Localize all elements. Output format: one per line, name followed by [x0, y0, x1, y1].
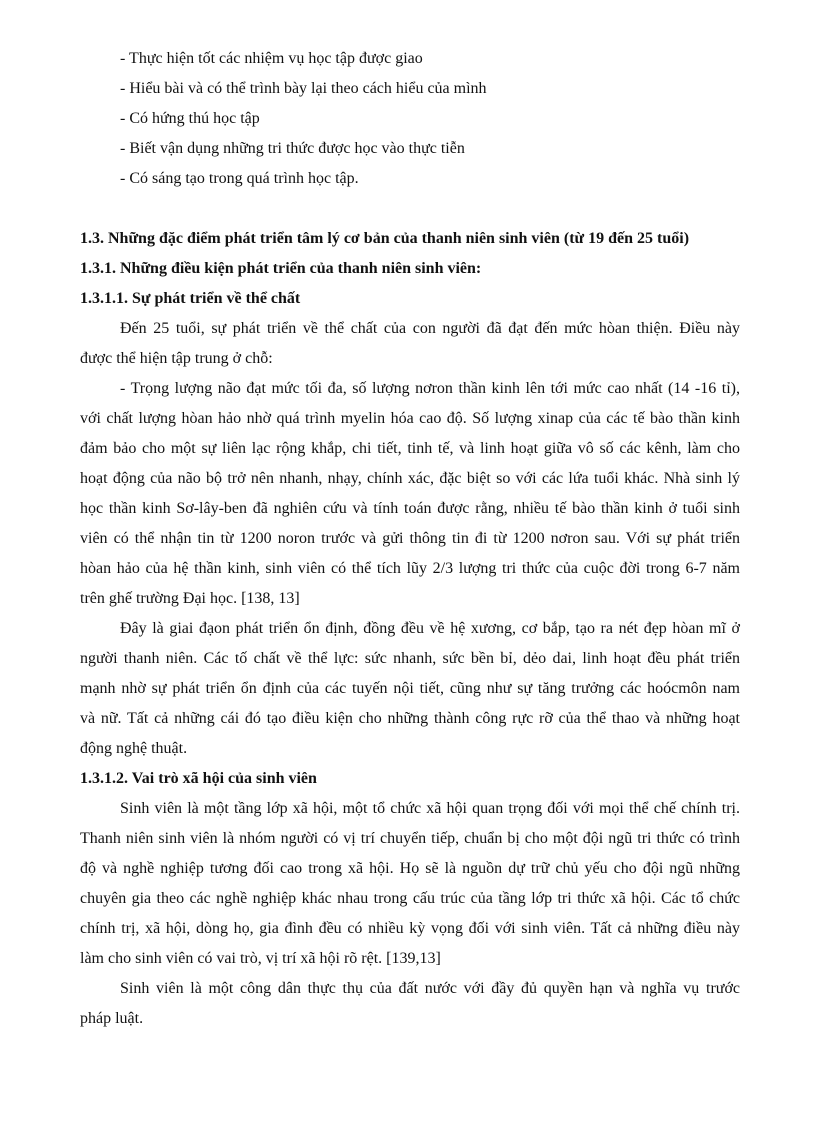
paragraph-line: hòan hảo của hệ thần kinh, sinh viên có thể tích lũy 2/3 lượng tri thức của cuộc đời trong 6-7 năm: [80, 560, 740, 577]
bullet-item: - Biết vận dụng những tri thức được học vào thực tiễn: [120, 140, 465, 157]
paragraph-line: được thể hiện tập trung ở chỗ:: [80, 350, 273, 367]
paragraph-line: Sinh viên là một tầng lớp xã hội, một tổ chức xã hội quan trọng đối với mọi thể chế chính trị.: [120, 800, 740, 817]
paragraph-line: Đây là giai đạon phát triển ổn định, đồng đều về hệ xương, cơ bắp, tạo ra nét đẹp hòan mĩ ở: [120, 620, 740, 637]
bullet-item: - Có sáng tạo trong quá trình học tập.: [120, 170, 359, 187]
section-heading-1-3-1: 1.3.1. Những điều kiện phát triển của thanh niên sinh viên:: [80, 260, 482, 277]
paragraph-line: làm cho sinh viên có vai trò, vị trí xã hội rõ rệt. [139,13]: [80, 950, 441, 967]
paragraph-line: đảm bảo cho một sự liên lạc rộng khắp, chi tiết, tinh tế, và linh hoạt giữa vô số các kênh, làm cho: [80, 440, 740, 457]
paragraph-line: động nghệ thuật.: [80, 740, 188, 757]
paragraph-line: Đến 25 tuổi, sự phát triển về thể chất của con người đã đạt đến mức hòan thiện. Điều này: [120, 320, 740, 337]
bullet-item: - Có hứng thú học tập: [120, 110, 260, 127]
paragraph-line: Sinh viên là một công dân thực thụ của đất nước với đầy đủ quyền hạn và nghĩa vụ trước: [120, 980, 740, 997]
bullet-item: - Thực hiện tốt các nhiệm vụ học tập được giao: [120, 50, 423, 67]
paragraph-line: viên có thể nhận tin từ 1200 noron trước và gửi thông tin đi từ 1200 nơron sau. Với sự phát triển: [80, 530, 740, 547]
paragraph-line: chuyên gia theo các nghề nghiệp khác nhau trong cấu trúc của tầng lớp tri thức xã hội. Các tổ chức: [80, 890, 740, 907]
section-heading-1-3-1-2: 1.3.1.2. Vai trò xã hội của sinh viên: [80, 770, 317, 787]
paragraph-line: - Trọng lượng não đạt mức tối đa, số lượng nơron thần kinh lên tới mức cao nhất (14 -16 tỉ),: [120, 380, 740, 397]
paragraph-line: pháp luật.: [80, 1010, 144, 1027]
paragraph-line: chính trị, xã hội, dòng họ, gia đình đều có nhiều kỳ vọng đối với sinh viên. Tất cả những điều này: [80, 920, 740, 937]
paragraph-line: Thanh niên sinh viên là nhóm người có vị trí chuyển tiếp, chuẩn bị cho một đội ngũ tri thức có trình: [80, 830, 740, 847]
section-heading-1-3: 1.3. Những đặc điểm phát triển tâm lý cơ bản của thanh niên sinh viên (từ 19 đến 25 tuổi): [80, 230, 690, 247]
paragraph-line: mạnh nhờ sự phát triển ổn định của các tuyến nội tiết, cũng như sự tăng trưởng các hoócmôn nam: [80, 680, 740, 697]
paragraph-line: và nữ. Tất cả những cái đó tạo điều kiện cho những thành công rực rỡ của thể thao và những hoạt: [80, 710, 740, 727]
paragraph-line: người thanh niên. Các tố chất về thể lực: sức nhanh, sức bền bỉ, dẻo dai, linh hoạt đều phát triển: [80, 650, 740, 667]
bullet-item: - Hiểu bài và có thể trình bày lại theo cách hiểu của mình: [120, 80, 487, 97]
paragraph-line: độ và nghề nghiệp tương đối cao trong xã hội. Họ sẽ là nguồn dự trữ chủ yếu cho đội ngũ những: [80, 860, 740, 877]
paragraph-line: hoạt động của não bộ trở nên nhanh, nhạy, chính xác, đặc biệt so với các lứa tuổi khác. Nhà sinh lý: [80, 470, 740, 487]
paragraph-line: học thần kinh Sơ-lây-ben đã nghiên cứu và tính toán được rằng, nhiều tế bào thần kinh ở tuổi sinh: [80, 500, 740, 517]
paragraph-line: trên ghế trường Đại học. [138, 13]: [80, 590, 300, 607]
paragraph-line: với chất lượng hòan hảo nhờ quá trình myelin hóa cao độ. Số lượng xinap của các tế bào thần kinh: [80, 410, 740, 427]
section-heading-1-3-1-1: 1.3.1.1. Sự phát triển về thể chất: [80, 290, 301, 307]
